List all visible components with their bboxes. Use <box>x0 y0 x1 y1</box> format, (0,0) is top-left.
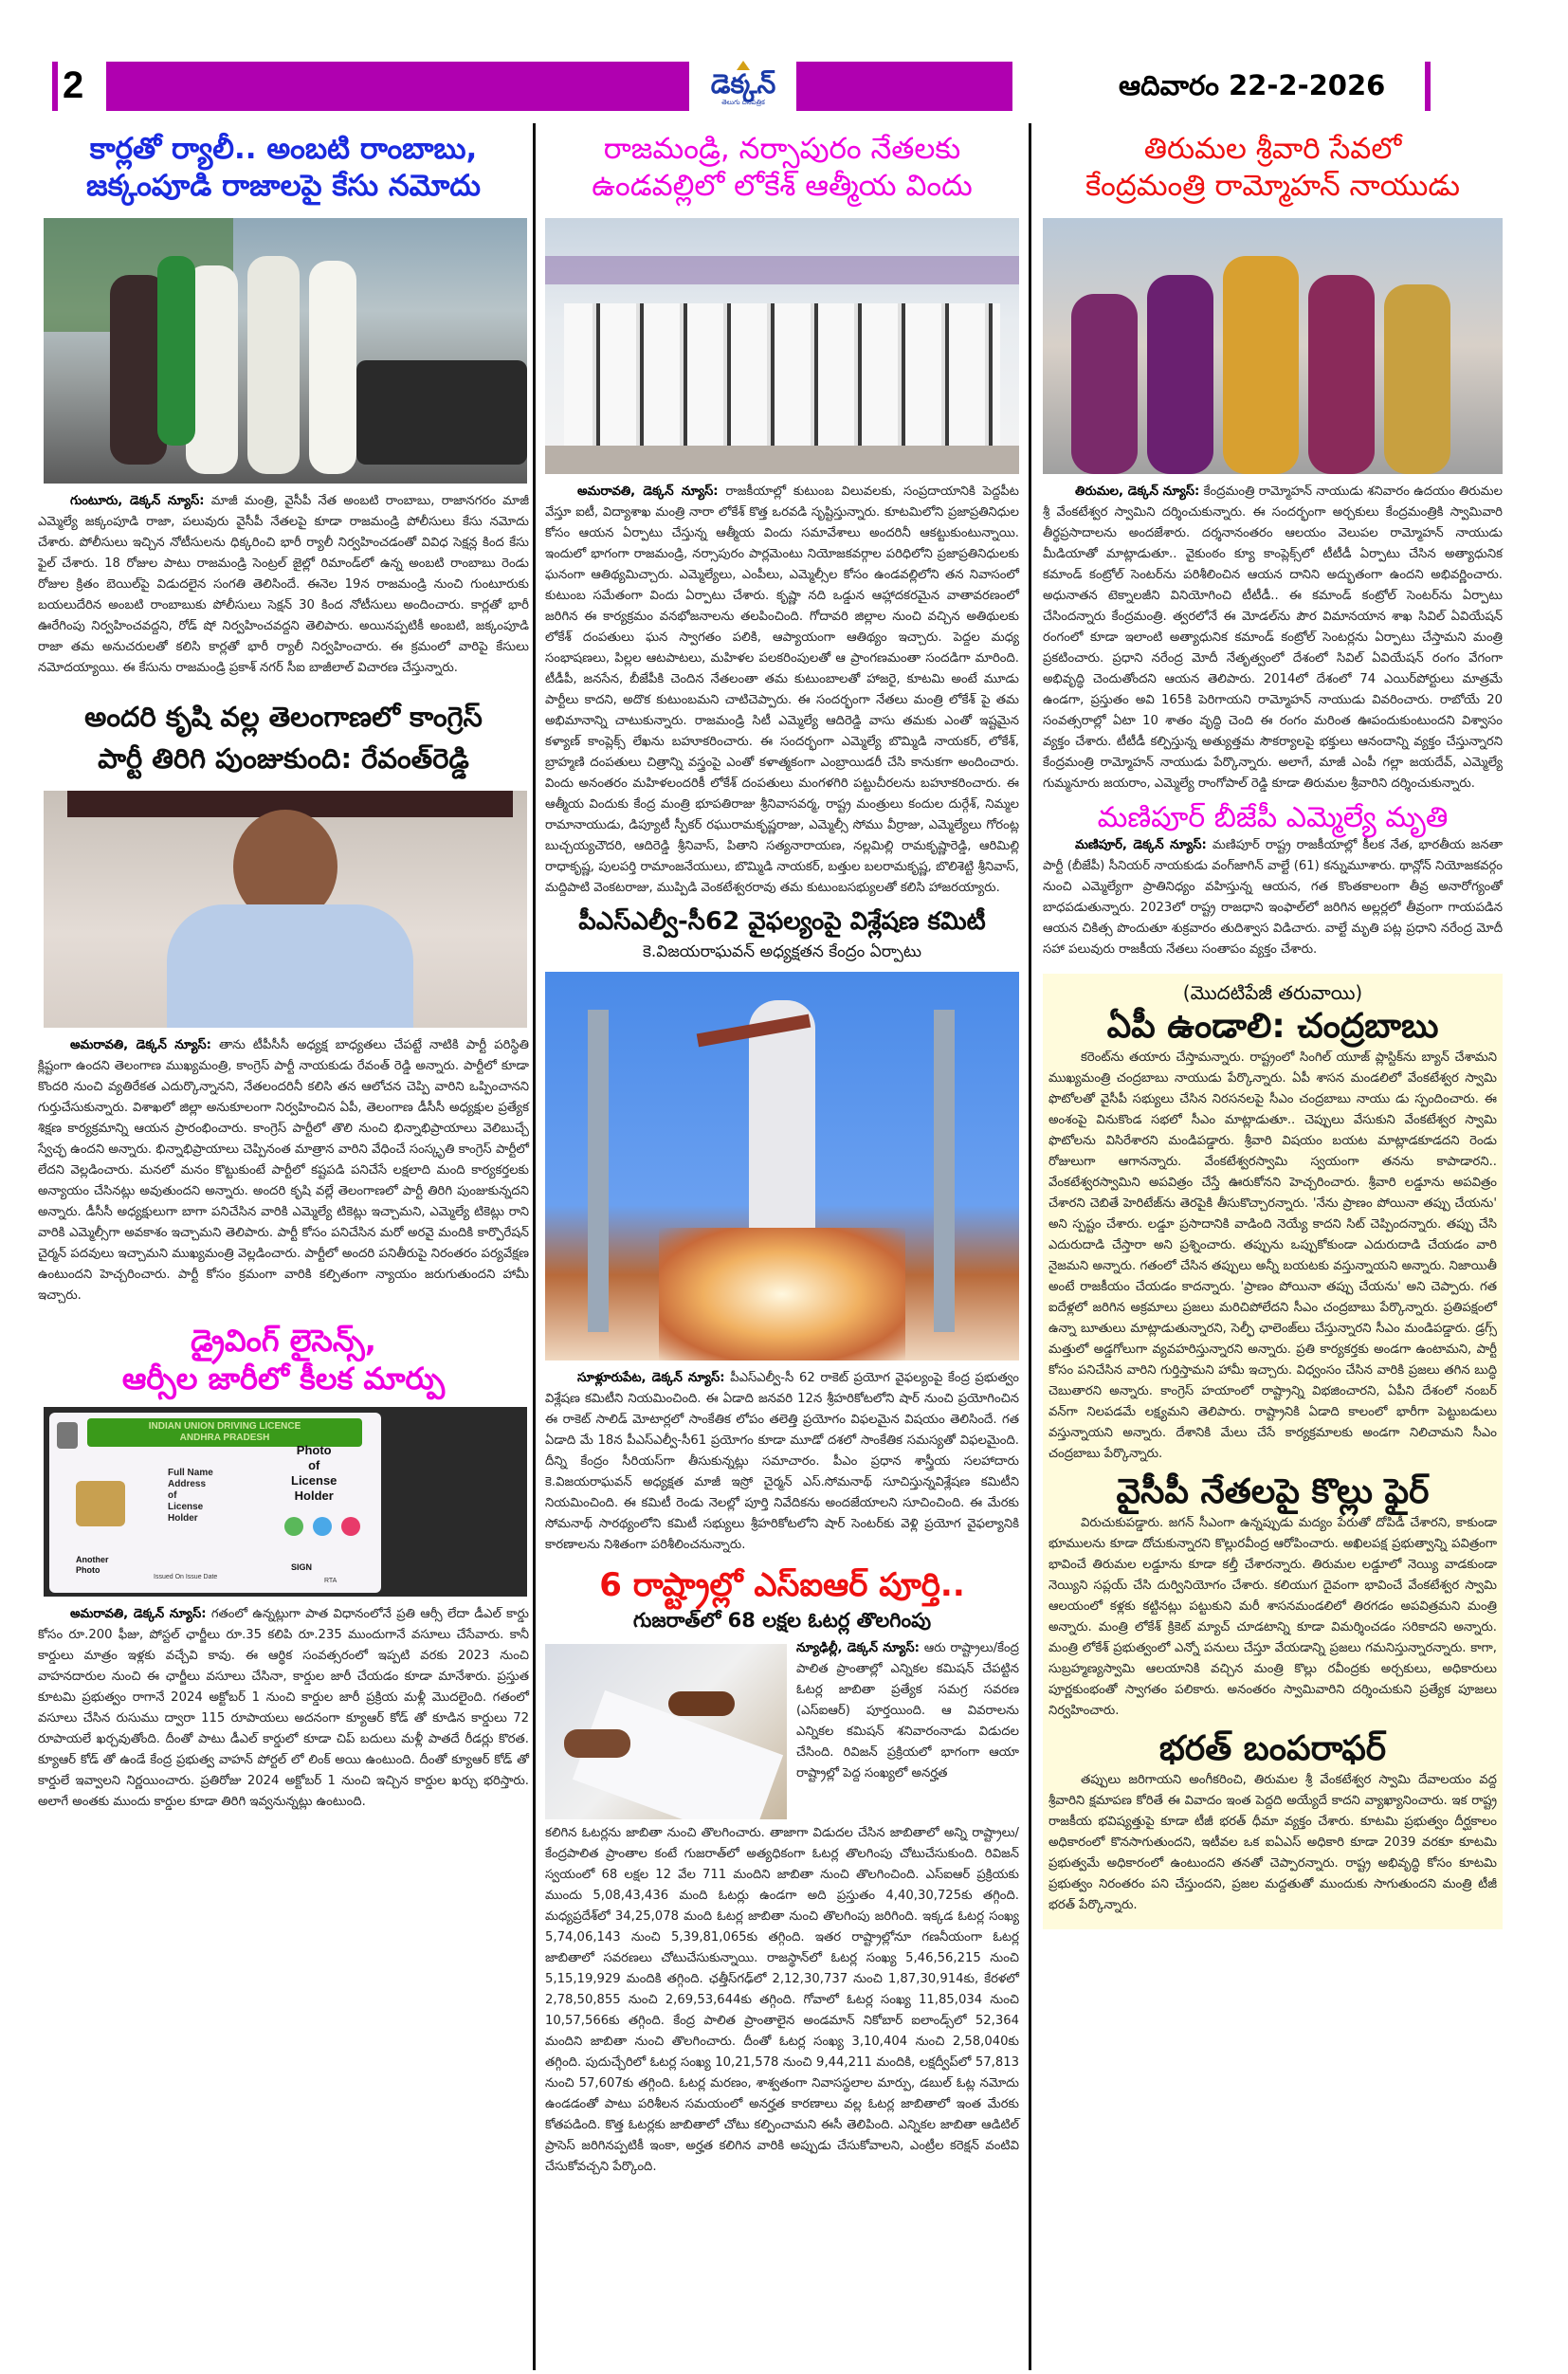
column-3 <box>1043 123 1503 1929</box>
voter-list-photo <box>545 1644 787 1819</box>
story-text: తాను టీపీసీసీ అధ్యక్ష బాధ్యతలు చేపట్టే నాటికి పార్టీ పరిస్థితి క్లిష్టంగా ఉందని తెలంగాణ ముఖ్యమంత్రి, కాంగ్రెస్ పార్టీ నాయకుడు రేవంత్ రెడ్డి అన్నారు. పార్టీలో కూడా కొందరి నుంచి వ్యతిరేకత ఎదుర్కొన్నానని, నేతలందరినీ కలిసి తన ఆలోచన చెప్పి వారిని ఒప్పించానని గుర్తుచేసుకున్నారు. విశాఖలో జిల్లా అనుకూలంగా నిర్వహించిన ఏపీ, తెలంగాణ డీసీసీ అధ్యక్షుల ప్రత్యేక శిక్షణ కార్యక్రమాన్ని ఆయన ప్రారంభించారు. కాంగ్రెస్ పార్టీలో తొలి నుంచి భిన్నాభిప్రాయాలు వెలిబుచ్చే స్వేచ్ఛ ఉందని అన్నారు. భిన్నాభిప్రాయాలు చెప్పినంత మాత్రాన వారిని వేధించే సంస్కృతి కాంగ్రెస్ పార్టీలో లేదని వెల్లడించారు. మనలో మనం కొట్టుకుంటే పార్టీలో కష్టపడి పనిచేసే లక్షలాది మంది కార్యకర్తలకు అన్యాయం చేసినట్లు అవుతుందని అన్నారు. అందరి కృషి వల్లే తెలంగాణలో పార్టీ తిరిగి పుంజుకున్నదని అన్నారు. డీసీసీ అధ్యక్షులుగా బాగా పనిచేసిన వారికి ఎమ్మెల్యే టికెట్లు ఇచ్చామని, ఎమ్మెల్యే టికెట్లు రాని వారికి ఎమ్మెల్సీగా అవకాశం ఇచ్చామని తెలిపారు. పార్టీ కోసం పనిచేసిన మరో అరవై మందికి కార్పొరేషన్ చైర్మన్ పదవులు ఇచ్చామని ముఖ్యమంత్రి వెల్లడించారు. పార్టీలో అందరి పనితీరుపై నిరంతరం పర్యవేక్షణ ఉంటుందని హెచ్చరించారు. పార్టీ కోసం క్రమంగా వారికి కల్పితంగా న్యాయం జరుగుతుందని హామీ ఇచ్చారు. <box>38 1037 529 1303</box>
column-1 <box>38 123 529 1813</box>
headline-line: కార్లతో ర్యాలీ.. అంబటి రాంబాబు, <box>89 132 478 166</box>
card-title-line: ANDHRA PRADESH <box>179 1432 270 1443</box>
headline-line: ఉండవల్లిలో లోకేశ్ ఆత్మీయ విందు <box>592 168 973 203</box>
story-pslv <box>545 906 1019 1557</box>
headline-line: రాజమండ్రి, నర్సాపురం నేతలకు <box>603 132 961 166</box>
card-another-photo <box>76 1555 109 1576</box>
story-dateline: అమరావతి, డెక్కన్ న్యూస్: <box>70 1606 207 1621</box>
logo-text: డెక్కన్ <box>710 68 776 100</box>
story-headline <box>38 1322 529 1397</box>
card-rta: RTA <box>324 1577 337 1584</box>
story-body: తప్పులు జరిగాయని అంగీకరించి, తిరుమల శ్రీ వేంకటేశ్వర స్వామి దేవాలయం వద్ద శ్రీవారిని క్షమాపణ కోరితే ఈ వివాదం ఇంత పెద్దది అయ్యేదే కాదని వ్యాఖ్యానించారు. ఇక రాష్ట్ర రాజకీయ భవిష్యత్తుపై కూడా టీజీ భరత్ ధీమా వ్యక్తం చేశారు. కూటమి ప్రభుత్వం దీర్ఘకాలం అధికారంలో కొనసాగుతుందని, ఇటీవల ఒక ఐఏఎస్ అధికారి కూడా 2039 వరకూ కూటమి ప్రభుత్వమే అధికారంలో ఉంటుందని తనతో చెప్పారన్నారు. రాష్ట్ర అభివృద్ధి కోసం కూటమి ప్రభుత్వం నిరంతరం పని చేస్తుందని, ప్రజల మద్దతుతో ముందుకు సాగుతుందని మంత్రి టీజీ భరత్ పేర్కొన్నారు. <box>1048 1773 1497 1912</box>
tirumala-photo <box>1043 218 1503 474</box>
licence-card <box>49 1413 381 1593</box>
card-fields <box>168 1468 213 1525</box>
story-headline: మణిపూర్ బీజేపీ ఎమ్మెల్యే మృతి <box>1097 800 1449 834</box>
story-subheadline: కె.విజయరాఘవన్ అధ్యక్షతన కేంద్రం ఏర్పాటు <box>643 942 921 961</box>
story-subheadline: వైసీపీ నేతలపై కొల్లు ఫైర్ <box>1116 1472 1430 1511</box>
logo-tagline: తెలుగు దినపత్రిక <box>721 99 765 106</box>
card-another-text: Another <box>76 1554 109 1564</box>
story-body: విరుచుకుపడ్డారు. జగన్ సీఎంగా ఉన్నప్పుడు మద్యం పేరుతో దోపిడీ చేశారని, కాకుండా భూములను కూడా దోచుకున్నారని కొల్లురవీంద్ర ఆరోపించారు. అఖిలపక్ష ప్రభుత్వాన్ని పవిత్రంగా భావించే తిరుమల లడ్డూను కూడా కల్తీ చేశారన్నారు. తిరుమల లడ్డూలో నెయ్యి వాడకుండా నెయ్యిని సప్లయ్ చేసి దుర్వినియోగం చేశారు. కలియుగ దైవంగా భావించే వేంకటేశ్వర స్వామి ఆలయంలో కళ్లకు కట్టినట్లు పట్టుకుని మరీ శాసనమండలిలో తిరగడం అపవిత్రమని మంత్రి అన్నారు. మంత్రి లోకేశ్ క్రికెట్ మ్యాచ్ చూడటాన్ని కూడా విమర్శించడం సరికాదని అన్నారు. మంత్రి లోకేశ్ ప్రభుత్వంలో ఎన్నో పనులు చేస్తూ వేయడాన్ని ప్రజలు గమనిస్తున్నారన్నారు. కాగా, సుబ్రహ్మణ్యస్వామి ఆలయానికి వచ్చిన మంత్రి కొల్లు రవీంద్రకు అర్చకులు, అధికారులు పూర్ణకుంభంతో స్వాగతం పలికారు. అనంతరం స్వామివారిని దర్శించుకుని ప్రత్యేక పూజలు నిర్వహించారు. <box>1048 1516 1497 1718</box>
blue-dot-icon <box>313 1517 332 1536</box>
story-dateline: గుంటూరు, డెక్కన్ న్యూస్: <box>70 493 205 508</box>
story-dateline: మణిపూర్, డెక్కన్ న్యూస్: <box>1075 838 1207 852</box>
red-dot-icon <box>341 1517 360 1536</box>
story-ambati-rally <box>38 131 529 679</box>
story-text: గతంలో ఉన్నట్లుగా పాత విధానంలోనే ప్రతి ఆర్సీ లేదా డీఎల్ కార్డు కోసం రూ.200 ఫీజు, పోస్టల్ ఛార్జీలు రూ.35 కలిపి రూ.235 ముందుగానే వసూలు చేసేవారు. కానీ కార్డులు మాత్రం ఇళ్లకు వచ్చేవి కావు. ఈ ఆర్థిక సంవత్సరంలో ఇప్పటి వరకు 2023 నుంచి వాహనదారుల నుంచి ఈ ఛార్జీలు వసూలు చేసినా, కార్డుల జారీ చేయడం కూడా మానేశారు. ప్రస్తుత కూటమి ప్రభుత్వం రాగానే 2024 అక్టోబర్ 1 నుంచి కార్డుల జారీ ప్రక్రియ మళ్లీ మొదలైంది. గతంలో వసూలు చేసిన రుసుము ద్వారా 115 రూపాయలు అదనంగా క్యూఆర్ కోడ్ తో కూడిన కార్డులు 72 రూపాయలే ఖర్చవుతోంది. దీంతో పాటు డీఎల్ కార్డులో కూడా చిప్ బదులు మళ్లీ పాతదే రీడర్లు కొరత. క్యూఆర్ కోడ్ తో ఉండే కేంద్ర ప్రభుత్వ వాహన్ పోర్టల్ లో లింక్ అయి ఉంటుంది. దీంతో క్యూఆర్ కోడ్ తో కార్డులే ఇవ్వాలని నిర్ణయించారు. ప్రతిరోజు 2024 అక్టోబర్ 1 నుంచి ఇచ్చిన కార్డుల ఖర్చు భరిస్తారు. అలాగే అంతకు ముందు కార్డుల కూడా తిరిగి ఇవ్వనున్నట్లు ఉంటుంది. <box>38 1606 529 1809</box>
story-text: పీఎస్ఎల్వీ-సీ 62 రాకెట్ ప్రయోగ వైఫల్యంపై కేంద్ర ప్రభుత్వం విశ్లేషణ కమిటీని నియమించింది. ఈ ఏడాది జనవరి 12న శ్రీహరికోటలోని షార్ నుంచి ప్రయోగించిన ఈ రాకెట్ సాలిడ్ మోటార్లలో సాంకేతిక లోపం తలెత్తి ప్రయోగం విఫలమైన విషయం తెలిసిందే. గత ఏడాది మే 18న పీఎస్ఎల్వీ-సీ61 ప్రయోగం కూడా మూడో దశలో సాంకేతిక సమస్యతో విఫలమైంది. దీన్ని కేంద్రం సీరియస్‌గా తీసుకున్నట్లు సమాచారం. పీఎం ప్రధాన శాస్త్రీయ సలహాదారు కె.విజయరాఘవన్ అధ్యక్షత మాజీ ఇస్రో చైర్మన్ ఎస్.సోమనాథ్ సూచిస్తున్నవిశ్లేషణ కమిటీని నియమించింది. ఈ కమిటీ రెండు నెలల్లో పూర్తి నివేదికను అందజేయాలని సూచించింది. ఈ మేరకు సోమనాథ్ సారథ్యంలోని కమిటీ సభ్యులు శ్రీహరికోటలోని షార్ సెంటర్‌కు వెళ్లి ప్రయోగ వైఫల్యానికి కారణాలను నిశితంగా పరిశీలించనున్నారు. <box>545 1371 1019 1553</box>
launch-tower <box>588 1010 609 1332</box>
story-headline <box>1043 131 1503 205</box>
green-dot-icon <box>284 1517 303 1536</box>
rocket <box>749 1000 815 1247</box>
card-another-text: Photo <box>76 1564 100 1575</box>
licence-card-photo <box>44 1407 527 1597</box>
headline-line: పార్టీ తిరిగి పుంజుకుంది: రేవంత్‌రెడ్డి <box>98 741 469 775</box>
page-bar-left <box>52 62 58 111</box>
story-body <box>38 1604 529 1813</box>
masthead-band-right <box>796 62 1012 111</box>
card-issue: Issued On Issue Date <box>154 1573 218 1580</box>
story-body <box>1043 835 1503 960</box>
story-body <box>545 482 1019 899</box>
card-photo-text: Photo <box>296 1442 332 1457</box>
story-chandrababu <box>1043 974 1503 1929</box>
story-headline <box>545 131 1019 205</box>
story-text: రాజకీయాల్లో కుటుంబ విలువలకు, సంప్రదాయానికి పెద్దపీట వేస్తూ ఐటీ, విద్యాశాఖ మంత్రి నారా లోకేశ్ కొత్త ఒరవడి సృష్టిస్తున్నారు. కూటమిలోని ప్రజాప్రతినిధుల కోసం ఆయన ఏర్పాటు చేస్తున్న ఆత్మీయ విందు సమావేశాలు అందరినీ ఆకట్టుకుంటున్నాయి. ఇందులో భాగంగా రాజమండ్రి, నర్సాపురం పార్లమెంటు నియోజకవర్గాల పరిధిలోని ప్రజాప్రతినిధులకు ఘనంగా ఆతిథ్యమిచ్చారు. ఎమ్మెల్యేలు, ఎంపీలు, ఎమ్మెల్సీల కోసం ఉండవల్లిలోని తన నివాసంలో కుటుంబ సమేతంగా విందు ఏర్పాటు చేశారు. కృష్ణా నది ఒడ్డున ఆహ్లాదకరమైన వాతావరణంలో జరిగిన ఈ కార్యక్రమం వనభోజనాలను తలపించింది. గోదావరి జిల్లాల నుంచి వచ్చిన అతిథులకు లోకేశ్ దంపతులు ఘన స్వాగతం పలికి, ఆప్యాయంగా ఆతిథ్యం ఇచ్చారు. పెద్దల మధ్య సంభాషణలు, పిల్లల ఆటపాటలు, మహిళల పలకరింపులతో ఆ ప్రాంగణమంతా సందడిగా మారింది. టీడీపీ, జనసేన, బీజేపీకి చెందిన నేతలంతా తమ కుటుంబాలతో హాజరై, కూటమి అంటే మూడు పార్టీలు కాదని, అదొక కుటుంబమని చాటిచెప్పారు. ఈ సందర్భంగా నేతలు మంత్రి లోకేశ్ పై తమ అభిమానాన్ని చాటుకున్నారు. రాజమండ్రి సిటీ ఎమ్మెల్యే ఆదిరెడ్డి వాసు తమకు ఎంతో ఇష్టమైన కళ్యాణ్ కాంప్లెక్స్ లేఖను బహూకరించారు. ఈ సందర్భంగా ఎమ్మెల్యే బొమ్మిడి నాయకర్, లోకేశ్, బ్రాహ్మణి దంపతులు చిత్రాన్ని వస్త్రంపై ఎంతో కళాత్మకంగా ఎంబ్రాయిడరీ చేసి కానుకగా అందించారు. విందు అనంతరం మహిళలందరికీ లోకేశ్ దంపతులు మంగళగిరి పట్టుచీరలను బహూకరించారు. ఈ ఆత్మీయ విందుకు కేంద్ర మంత్రి భూపతిరాజు శ్రీనివాసవర్మ, రాష్ట్ర మంత్రులు కందుల దుర్గేశ్, నిమ్మల రామానాయుడు, డిప్యూటీ స్పీకర్ రఘురామకృష్ణరాజు, ఎమ్మెల్సీ సోము వీర్రాజు, ఎమ్మెల్యేలు గోరంట్ల బుచ్చయ్యచౌదరి, ఆదిరెడ్డి శ్రీనివాస్, పితాని సత్యనారాయణ, నల్లమిల్లి రామకృష్ణారెడ్డి, ఆరిమిల్లి రాధాకృష్ణ, పులపర్తి రామాంజనేయులు, బొమ్మిడి నాయకర్, బత్తుల బలరామకృష్ణ, బొలిశెట్టి శ్రీనివాస్, మద్దిపాటి వెంకటరాజు, ముప్పిడి వెంకటేశ్వరరావు తమ కుటుంబసభ్యులతో కలిసి హాజరయ్యారు. <box>545 484 1019 895</box>
rocket-launch-photo <box>545 972 1019 1360</box>
rocket-exhaust <box>659 1228 905 1360</box>
story-text: కేంద్రమంత్రి రామ్మోహన్ నాయుడు శనివారం ఉదయం తిరుమల శ్రీ వేంకటేశ్వర స్వామిని దర్శించుకున్నారు. ఈ సందర్భంగా అర్చకులు కేంద్రమంత్రికి స్వామివారి తీర్థప్రసాదాలను అందజేశారు. దర్శనానంతరం ఆలయం వెలుపల రామ్మోహన్ నాయుడు మీడియాతో మాట్లాడుతూ.. వైకుంఠం క్యూ కాంప్లెక్స్‌లో టీటీడీ ఏర్పాటు చేసిన అత్యాధునిక కమాండ్ కంట్రోల్ సెంటర్‌ను పరిశీలించిన ఆయన దానిని అద్భుతంగా ఉందని అభివర్ణించారు. అధునాతన టెక్నాలజీని వినియోగించి టీటీడీ.. ఈ కమాండ్ కంట్రోల్ సెంటర్‌ను ఏర్పాటు చేసిందన్నారు కేంద్రమంత్రి. త్వరలోనే ఈ మోడల్‌ను పౌర విమానయాన శాఖ సివిల్ ఏవియేషన్ రంగంలో కూడా ఇలాంటి అత్యాధునిక కమాండ్ కంట్రోల్ సెంటర్లను ఏర్పాటు చేస్తామని మంత్రి ప్రకటించారు. ప్రధాని నరేంద్ర మోదీ నేతృత్వంలో దేశంలో సివిల్ ఏవియేషన్ రంగం వేగంగా అభివృద్ధి చెందుతోందని ఆయన తెలిపారు. 2014లో దేశంలో 74 ఎయిర్‌పోర్టులు మాత్రమే ఉండగా, ప్రస్తుతం అవి 165కి పెరిగాయని రామ్మోహన్ నాయుడు వివరించారు. రాబోయే 20 సంవత్సరాల్లో ఏటా 10 శాతం వృద్ధి చెంది ఈ రంగం మరింత ఊపందుకుంటుందని విశ్వాసం వ్యక్తం చేశారు. టీటీడీ కల్పిస్తున్న అత్యుత్తమ సౌకర్యాలపై భక్తులు ఆనందాన్ని వ్యక్తం చేస్తున్నారని కేంద్రమంత్రి రామ్మోహన్ నాయుడు పేర్కొన్నారు. అలాగే, మాజీ ఎంపీ గల్లా జయదేవ్, ఎమ్మెల్యే గుమ్మనూరు జయరాం, ఎమ్మెల్యే రాంగోపాల్ రెడ్డి కూడా తిరుమల శ్రీవారిని దర్శించుకున్నారు. <box>1043 484 1503 791</box>
story-text: మణిపూర్ రాష్ట్ర రాజకీయాల్లో కీలక నేత, భారతీయ జనతా పార్టీ (బీజేపీ) సీనియర్ నాయకుడు వంగ్‌జాగిన్ వాల్టే (61) కన్నుమూశారు. థాన్లోన్ నియోజకవర్గం నుంచి ఎమ్మెల్యేగా ప్రాతినిధ్యం వహిస్తున్న ఆయన, గత కొంతకాలంగా తీవ్ర అనారోగ్యంతో బాధపడుతున్నారు. 2023లో రాష్ట్ర రాజధాని ఇంఫాల్‌లో జరిగిన అల్లర్లలో తీవ్రంగా గాయపడిన ఆయన చికిత్స పొందుతూ శుక్రవారం తుదిశ్వాస విడిచారు. వాల్టే మృతి పట్ల ప్రధాని నరేంద్ర మోదీ సహా పలువురు రాజకీయ నేతలు సంతాపం వ్యక్తం చేశారు. <box>1043 838 1504 957</box>
story-headline: 6 రాష్ట్రాల్లో ఎస్ఐఆర్ పూర్తి.. <box>599 1566 965 1605</box>
story-manipur-mla <box>1043 800 1503 961</box>
card-title-line: INDIAN UNION DRIVING LICENCE <box>148 1420 301 1432</box>
story-headline: ఏపీ ఉండాలి: చంద్రబాబు <box>1106 1007 1439 1046</box>
story-headline <box>38 131 529 205</box>
story-dateline: తిరుమల, డెక్కన్ న్యూస్: <box>1075 484 1200 499</box>
story-subheadline: గుజరాత్‌లో 68 లక్షల ఓటర్ల తొలగింపు <box>632 1608 932 1632</box>
card-photo-text: License <box>291 1472 337 1488</box>
card-photo-text: of <box>308 1457 320 1472</box>
story-body <box>38 491 529 679</box>
story-text: ఆరు రాష్ట్రాలు/కేంద్ర పాలిత ప్రాంతాల్లో ఎన్నికల కమిషన్ చేపట్టిన ఓటర్ల జాబితా ప్రత్యేక సమగ్ర సవరణ (ఎస్ఐఆర్) పూర్తయింది. ఆ వివరాలను ఎన్నికల కమిషన్ శనివారంనాడు విడుదల చేసింది. రివిజన్ ప్రక్రియలో భాగంగా ఆయా రాష్ట్రాల్లో పెద్ద సంఖ్యలో అనర్హత <box>796 1641 1019 1780</box>
story-kicker: (మొదటిపేజీ తరువాయి) <box>1182 981 1363 1004</box>
story-subheadline: భరత్ బంపరాఫర్ <box>1158 1729 1387 1768</box>
issue-date: ఆదివారం 22-2-2026 <box>1119 69 1386 101</box>
story-dateline: న్యూఢిల్లీ, డెక్కన్ న్యూస్: <box>796 1641 920 1655</box>
emblem-icon <box>57 1422 78 1449</box>
card-field: Holder <box>168 1512 198 1524</box>
story-body <box>545 1368 1019 1556</box>
story-headline <box>38 696 529 779</box>
story-body <box>1043 482 1503 794</box>
revanth-photo <box>44 791 527 1028</box>
launch-tower <box>934 1010 955 1332</box>
story-body: కరెంట్‌ను తయారు చేస్తామన్నారు. రాష్ట్రంలో సింగిల్ యూజ్ ప్లాస్టిక్‌ను బ్యాన్ చేశామని ముఖ్యమంత్రి చంద్రబాబు నాయుడు పేర్కొన్నారు. ఏపీ శాసన మండలిలో వేంకటేశ్వర స్వామి ఫొటోలతో వైసీపీ సభ్యులు చేసిన నిరసనలపై సీఎం చంద్రబాబు నాయు డు స్పందించారు. ఈ అంశంపై వినుకొండ సభలో సీఎం మాట్లాడుతూ.. చెప్పులు వేసుకుని వేంకటేశ్వర స్వామి ఫొటోలను విసిరేశారని మండిపడ్డారు. శ్రీవారి విషయం బయట మాట్లాడకూడదని రెండు రోజులుగా ఆగానన్నారు. వేంకటేశ్వరస్వామి స్వయంగా తనను కాపాడారని.. వేంకటేశ్వరస్వామిని అపవిత్రం చేస్తే ఊరుకోనని హెచ్చరించారు. శ్రీవారి లడ్డూను అపవిత్రం చేశారని చెబితే హెరిటేజ్‌ను తెరపైకి తీసుకొచ్చారన్నారు. 'నేను ప్రాణం పోయినా తప్పు చేయను' అని స్పష్టం చేశారు. లడ్డూ ప్రసాదానికి వాడింది నెయ్యే కాదని సిట్ చెప్పిందన్నారు. తప్పు చేసి ఎదురుదాడి చేస్తారా అని ప్రశ్నించారు. తప్పును ఒప్పుకోకుండా ఎదురుదాడి చేయడం వారి నైజమని అన్నారు. గతంలో చేసిన తప్పులు అన్నీ బయటకు వస్తున్నాయని అన్నారు. నిజాయితీ అంటే రాజకీయం చేయడం కాదన్నారు. 'ప్రాణం పోయినా తప్పు చేయను' అని చెప్పారు. గత ఐదేళ్లలో జరిగిన అక్రమాలు ప్రజలు మరిచిపోలేదని సీఎం చంద్రబాబు పేర్కొన్నారు. ప్రతిపక్షంలో ఉన్నా బూతులు మాట్లాడుతున్నారని, సెల్ఫీ ఛాలెంజ్‌లు చేస్తున్నారని సీఎం మండిపడ్డారు. డ్రగ్స్ మత్తులో అడ్డగోలుగా వ్యవహరిస్తున్నారని అన్నారు. ప్రతి కార్యకర్తకు అండగా ఉంటామని, పార్టీ కోసం పనిచేసిన వారిని గుర్తిస్తామని హామీ ఇచ్చారు. విధ్వంసం చేసిన వారికి ప్రజలు తగిన బుద్ధి చెబుతారని అన్నారు. కాంగ్రెస్ హయాంలో రాష్ట్రాన్ని విభజించారని, ఏపీని దేశంలో నంబర్ వన్‌గా నిలపడమే లక్ష్యమని తెలిపారు. రాష్ట్రానికి ఏడాది కాలంలో భారీగా పెట్టుబడులు వస్తున్నాయని అన్నారు. దేశానికి మేలు చేసే కార్యక్రమాలకు అండగా నిలిచామని సీఎం చంద్రబాబు పేర్కొన్నారు. <box>1048 1050 1497 1461</box>
chip-icon <box>76 1481 125 1526</box>
headline-line: అందరి కృషి వల్ల తెలంగాణలో కాంగ్రెస్ <box>84 700 483 733</box>
story-sir-voters <box>545 1565 1019 2178</box>
headline-line: జక్కంపూడి రాజాలపై కేసు నమోదు <box>86 168 481 203</box>
story-rammohan-tirumala <box>1043 131 1503 794</box>
story-revanth-reddy <box>38 696 529 1306</box>
page-bar-right <box>1425 62 1431 111</box>
story-lokesh-dinner <box>545 131 1019 899</box>
column-2 <box>533 123 1031 2370</box>
newspaper-logo <box>690 59 796 112</box>
rally-photo <box>44 218 527 484</box>
card-sign: SIGN <box>291 1561 313 1572</box>
card-field: License <box>168 1501 204 1512</box>
headline-line: డ్రైవింగ్ లైసెన్స్, <box>191 1322 376 1359</box>
card-photo-box <box>291 1443 337 1504</box>
card-photo-text: Holder <box>294 1488 334 1503</box>
card-field: of <box>168 1489 177 1501</box>
headline-line: ఆర్సీల జారీలో కీలక మార్పు <box>121 1360 446 1397</box>
story-dateline: అమరావతి, డెక్కన్ న్యూస్: <box>577 484 719 499</box>
masthead-band-left <box>106 62 689 111</box>
headline-line: తిరుమల శ్రీవారి సేవలో <box>1143 132 1402 166</box>
story-dateline: అమరావతి, డెక్కన్ న్యూస్: <box>70 1037 211 1052</box>
headline-line: కేంద్రమంత్రి రామ్మోహన్ నాయుడు <box>1085 168 1461 203</box>
card-field: Address <box>168 1478 207 1489</box>
story-text: మాజీ మంత్రి, వైసీపీ నేత అంబటి రాంబాబు, రాజానగరం మాజీ ఎమ్మెల్యే జక్కంపూడి రాజా, పలువురు వైసీపీ నేతలపై కూడా రాజమండ్రి పోలీసులు కేసు నమోదు చేశారు. పోలీసులు ఇచ్చిన నోటీసులను ధిక్కరించి భారీ ర్యాలీ నిర్వహించడంతో వివిధ సెక్షన్ల కింద కేసు ఫైల్ చేశారు. 18 రోజుల పాటు రాజమండ్రి సెంట్రల్ జైల్లో రిమాండ్‌లో ఉన్న అంబటి రాంబాబు రెండు రోజుల క్రితం బెయిల్‌పై విడుదలైన సంగతి తెలిసిందే. ఈనెల 19న రాజమండ్రి నుంచి గుంటూరుకు బయలుదేరిన అంబటి రాంబాబుకు పోలీసులు సెక్షన్ 30 కింద నోటీసులు అందించారు. కార్లతో భారీ ఊరేగింపు నిర్వహించవద్దని, రోడ్ షో నిర్వహించవద్దని తెలిపారు. అయినప్పటికీ అంబటి, జక్కంపూడి రాజా తమ అనుచరులతో కలిసి కార్లతో భారీ ర్యాలీ నిర్వహించారు. ఈ క్రమంలో వారిపై కేసులు నమోదయ్యాయి. ఈ కేసును రాజమండ్రి ప్రకాశ్ నగర్ సీఐ బాజీలాల్ విచారణ చేస్తున్నారు. <box>38 493 529 675</box>
story-body <box>38 1035 529 1306</box>
page-number: 2 <box>63 64 84 106</box>
masthead <box>0 59 1568 116</box>
story-dateline: సూళ్లూరుపేట, డెక్కన్ న్యూస్: <box>577 1371 725 1386</box>
story-driving-licence <box>38 1322 529 1813</box>
card-field: Full Name <box>168 1467 213 1478</box>
story-headline: పీఎస్ఎల్వీ-సీ62 వైఫల్యంపై విశ్లేషణ కమిటీ <box>578 906 986 936</box>
lokesh-dinner-photo <box>545 218 1019 474</box>
story-body: కలిగిన ఓటర్లను జాబితా నుంచి తొలగించారు. తాజాగా విడుదల చేసిన జాబితాలో అన్ని రాష్ట్రాలు/కేంద్రపాలిత ప్రాంతాల కంటే గుజరాత్‌లో అత్యధికంగా ఓటర్ల తొలగింపు చోటుచేసుకుంది. రివిజన్ స్వయంలో 68 లక్షల 12 వేల 711 మందిని జాబితా నుంచి తొలగించింది. ఎస్ఐఆర్ ప్రక్రియకు ముందు 5,08,43,436 మంది ఓటర్లు ఉండగా అది ప్రస్తుతం 4,40,30,725కు తగ్గింది. మధ్యప్రదేశ్‌లో 34,25,078 మంది ఓటర్ల జాబితా నుంచి తొలగింపు జరిగింది. ఇక్కడ ఓటర్ల సంఖ్య 5,74,06,143 నుంచి 5,39,81,065కు తగ్గింది. ఇతర రాష్ట్రాల్లోనూ గణనీయంగా ఓటర్ల జాబితాలో సవరణలు చోటుచేసుకున్నాయి. రాజస్థాన్‌లో ఓటర్ల సంఖ్య 5,46,56,215 నుంచి 5,15,19,929 మందికి తగ్గింది. ఛత్తీస్‌గఢ్‌లో 2,12,30,737 నుంచి 1,87,30,914కు, కేరళలో 2,78,50,855 నుంచి 2,69,53,644కు తగ్గింది. గోవాలో ఓటర్ల సంఖ్య 11,85,034 నుంచి 10,57,566కు తగ్గింది. కేంద్ర పాలిత ప్రాంతాలైన అండమాన్ నికోబార్ ఐలాండ్స్‌లో 52,364 మందిని జాబితా నుంచి తొలగించారు. దీంతో ఓటర్ల సంఖ్య 3,10,404 నుంచి 2,58,040కు తగ్గింది. పుదుచ్చేరిలో ఓటర్ల సంఖ్య 10,21,578 నుంచి 9,44,211 మందికి, లక్షద్వీప్‌లో 57,813 నుంచి 57,607కు తగ్గింది. ఓటర్ల మరణం, శాశ్వతంగా నివాసస్థలాల మార్పు, డబుల్ ఓట్ల నమోదు ఉండడంతో పాటు పరిశీలన సమయంలో అనర్హత కారణాలు వల్ల ఓటర్ల జాబితాలో ఇంత మేరకు కోతపడింది. కొత్త ఓటర్లకు జాబితాలో చోటు కల్పించామని ఈసీ తెలిపింది. ఎన్నికల జాబితా ఆడిటిల్ ప్రాసెస్ జరిగినప్పటికీ ఇంకా, అర్హత కలిగిన వారికి అప్పుడు చేసుకోవాలని, ఎంట్రీల కరెక్షన్ వంటివి చేసుకోవచ్చని పేర్కొంది. <box>545 1826 1019 2174</box>
